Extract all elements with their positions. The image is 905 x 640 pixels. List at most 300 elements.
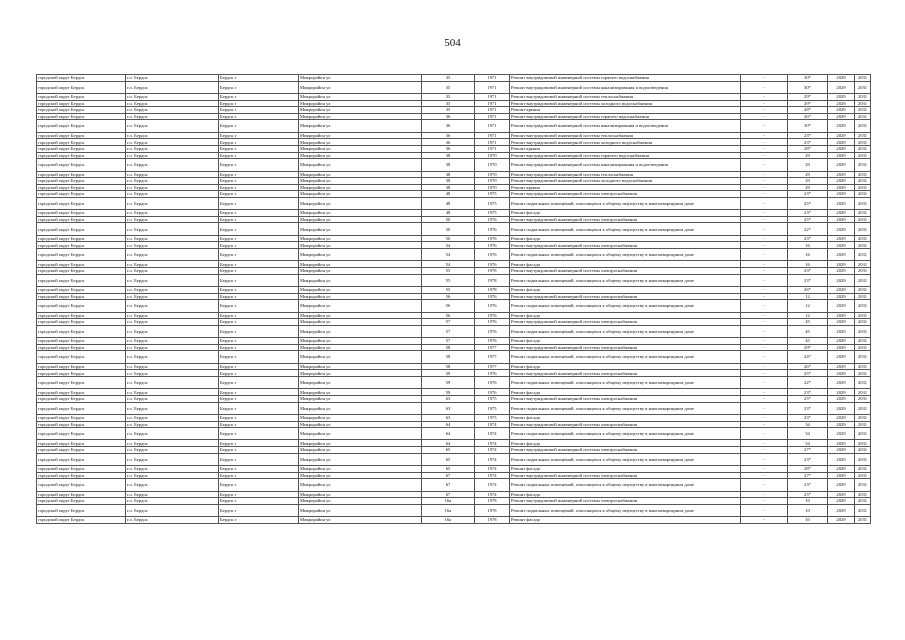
- cell-house-number: 16а: [422, 517, 475, 524]
- cell-city: Бердск г: [219, 120, 299, 132]
- cell-city: Бердск г: [219, 113, 299, 120]
- cell-build-year: 1976: [475, 338, 510, 345]
- cell-street: Микрорайон ул: [299, 421, 422, 428]
- cell-plan-start: 2029: [828, 395, 855, 402]
- cell-work-type: Ремонт внутридомовой инженерной системы горячего водоснабжения: [510, 152, 741, 159]
- cell-plan-end: 2031: [855, 100, 871, 107]
- cell-street: Микрорайон ул: [299, 152, 422, 159]
- cell-plan-end: 2031: [855, 293, 871, 300]
- table-row: [37, 395, 871, 402]
- cell-house-number: 65: [422, 466, 475, 473]
- cell-plan-end: 2031: [855, 376, 871, 388]
- cell-district: г.о. Бердск: [126, 370, 219, 377]
- cell-district: г.о. Бердск: [126, 414, 219, 421]
- cell-work-type: Ремонт подвальных помещений, относящихся к общему имуществу в многоквартирном доме: [510, 504, 741, 516]
- cell-house-number: 57: [422, 319, 475, 326]
- cell-district: г.о. Бердск: [126, 93, 219, 100]
- cell-build-year: 1976: [475, 216, 510, 223]
- cell-district: г.о. Бердск: [126, 152, 219, 159]
- table-row: [37, 402, 871, 414]
- cell-district: г.о. Бердск: [126, 479, 219, 491]
- cell-plan-end: 2031: [855, 184, 871, 191]
- cell-build-year: 1971: [475, 100, 510, 107]
- cell-district: г.о. Бердск: [126, 447, 219, 454]
- cell-year-value: 29: [788, 159, 828, 171]
- cell-municipality: городской округ Бердск: [37, 120, 126, 132]
- cell-build-year: 1976: [475, 223, 510, 235]
- cell-municipality: городской округ Бердск: [37, 191, 126, 198]
- cell-year-value: 29: [788, 152, 828, 159]
- cell-work-type: Ремонт внутридомовой инженерной системы электроснабжения: [510, 344, 741, 351]
- cell-work-type: Ремонт внутридомовой инженерной системы теплоснабжения: [510, 93, 741, 100]
- cell-plan-end: 2031: [855, 197, 871, 209]
- table-row: [37, 338, 871, 345]
- cell-street: Микрорайон ул: [299, 242, 422, 249]
- cell-house-number: 58: [422, 344, 475, 351]
- cell-work-type: Ремонт подвальных помещений, относящихся к общему имуществу в многоквартирном доме: [510, 479, 741, 491]
- cell-work-type: Ремонт внутридомовой инженерной системы электроснабжения: [510, 370, 741, 377]
- cell-street: Микрорайон ул: [299, 159, 422, 171]
- cell-street: Микрорайон ул: [299, 312, 422, 319]
- cell-build-year: 1974: [475, 479, 510, 491]
- cell-year-value: 23*: [788, 268, 828, 275]
- cell-city: Бердск г: [219, 235, 299, 242]
- cell-municipality: городской округ Бердск: [37, 216, 126, 223]
- cell-build-year: 1976: [475, 370, 510, 377]
- cell-plan-start: 2029: [828, 344, 855, 351]
- table-row: [37, 287, 871, 294]
- cell-build-year: 1971: [475, 93, 510, 100]
- table-row: [37, 75, 871, 82]
- cell-municipality: городской округ Бердск: [37, 447, 126, 454]
- cell-plan-start: 2029: [828, 242, 855, 249]
- cell-year-value: 10: [788, 498, 828, 505]
- table-row: [37, 235, 871, 242]
- cell-dash: -: [741, 319, 788, 326]
- cell-build-year: 1976: [475, 319, 510, 326]
- cell-city: Бердск г: [219, 325, 299, 337]
- table-row: [37, 268, 871, 275]
- cell-build-year: 1976: [475, 249, 510, 261]
- cell-plan-end: 2031: [855, 139, 871, 146]
- cell-street: Микрорайон ул: [299, 210, 422, 217]
- cell-build-year: 1971: [475, 107, 510, 114]
- cell-build-year: 1976: [475, 261, 510, 268]
- cell-house-number: 58: [422, 351, 475, 363]
- cell-plan-end: 2031: [855, 107, 871, 114]
- cell-year-value: 45: [788, 319, 828, 326]
- cell-city: Бердск г: [219, 414, 299, 421]
- cell-plan-end: 2031: [855, 120, 871, 132]
- cell-house-number: 64: [422, 428, 475, 440]
- cell-plan-end: 2031: [855, 395, 871, 402]
- cell-street: Микрорайон ул: [299, 75, 422, 82]
- cell-plan-end: 2031: [855, 93, 871, 100]
- cell-district: г.о. Бердск: [126, 517, 219, 524]
- cell-build-year: 1976: [475, 293, 510, 300]
- cell-dash: -: [741, 235, 788, 242]
- cell-street: Микрорайон ул: [299, 402, 422, 414]
- cell-build-year: 1977: [475, 344, 510, 351]
- cell-plan-start: 2029: [828, 171, 855, 178]
- cell-plan-end: 2031: [855, 498, 871, 505]
- cell-house-number: 35: [422, 81, 475, 93]
- cell-work-type: Ремонт внутридомовой инженерной системы теплоснабжения: [510, 171, 741, 178]
- table-row: [37, 376, 871, 388]
- cell-city: Бердск г: [219, 363, 299, 370]
- cell-dash: -: [741, 113, 788, 120]
- cell-build-year: 1974: [475, 472, 510, 479]
- cell-year-value: 23*: [788, 479, 828, 491]
- cell-house-number: 67: [422, 479, 475, 491]
- cell-build-year: 1971: [475, 81, 510, 93]
- cell-dash: -: [741, 504, 788, 516]
- cell-plan-start: 2029: [828, 113, 855, 120]
- cell-dash: -: [741, 479, 788, 491]
- cell-district: г.о. Бердск: [126, 491, 219, 498]
- cell-city: Бердск г: [219, 210, 299, 217]
- cell-dash: -: [741, 440, 788, 447]
- cell-district: г.о. Бердск: [126, 235, 219, 242]
- cell-plan-start: 2029: [828, 466, 855, 473]
- cell-plan-start: 2029: [828, 132, 855, 139]
- cell-municipality: городской округ Бердск: [37, 453, 126, 465]
- cell-street: Микрорайон ул: [299, 319, 422, 326]
- table-row: [37, 152, 871, 159]
- cell-work-type: Ремонт внутридомовой инженерной системы электроснабжения: [510, 472, 741, 479]
- table-row: [37, 300, 871, 312]
- cell-year-value: 29: [788, 171, 828, 178]
- table-row: [37, 107, 871, 114]
- cell-build-year: 1974: [475, 421, 510, 428]
- cell-district: г.о. Бердск: [126, 344, 219, 351]
- cell-build-year: 1976: [475, 300, 510, 312]
- cell-year-value: 16: [788, 242, 828, 249]
- cell-build-year: 1977: [475, 351, 510, 363]
- cell-district: г.о. Бердск: [126, 395, 219, 402]
- cell-dash: -: [741, 223, 788, 235]
- cell-street: Микрорайон ул: [299, 100, 422, 107]
- cell-city: Бердск г: [219, 479, 299, 491]
- cell-dash: -: [741, 178, 788, 185]
- cell-plan-end: 2031: [855, 428, 871, 440]
- cell-plan-start: 2029: [828, 184, 855, 191]
- cell-build-year: 1974: [475, 466, 510, 473]
- cell-dash: -: [741, 100, 788, 107]
- cell-street: Микрорайон ул: [299, 274, 422, 286]
- cell-year-value: 23*: [788, 389, 828, 396]
- table-row: [37, 242, 871, 249]
- cell-dash: -: [741, 376, 788, 388]
- cell-street: Микрорайон ул: [299, 139, 422, 146]
- cell-dash: -: [741, 338, 788, 345]
- cell-year-value: 24*: [788, 351, 828, 363]
- cell-year-value: 10: [788, 517, 828, 524]
- cell-house-number: 64: [422, 440, 475, 447]
- cell-build-year: 1970: [475, 171, 510, 178]
- cell-city: Бердск г: [219, 81, 299, 93]
- cell-plan-start: 2029: [828, 440, 855, 447]
- cell-plan-end: 2031: [855, 491, 871, 498]
- cell-municipality: городской округ Бердск: [37, 159, 126, 171]
- cell-street: Микрорайон ул: [299, 132, 422, 139]
- cell-city: Бердск г: [219, 191, 299, 198]
- cell-city: Бердск г: [219, 498, 299, 505]
- cell-city: Бердск г: [219, 338, 299, 345]
- cell-dash: -: [741, 197, 788, 209]
- table-row: [37, 472, 871, 479]
- cell-year-value: 45: [788, 325, 828, 337]
- cell-street: Микрорайон ул: [299, 178, 422, 185]
- cell-municipality: городской округ Бердск: [37, 319, 126, 326]
- cell-dash: -: [741, 428, 788, 440]
- cell-city: Бердск г: [219, 466, 299, 473]
- table-row: [37, 93, 871, 100]
- cell-street: Микрорайон ул: [299, 498, 422, 505]
- cell-work-type: Ремонт внутридомовой инженерной системы горячего водоснабжения: [510, 113, 741, 120]
- cell-dash: -: [741, 75, 788, 82]
- cell-house-number: 54: [422, 242, 475, 249]
- cell-municipality: городской округ Бердск: [37, 472, 126, 479]
- cell-district: г.о. Бердск: [126, 428, 219, 440]
- cell-street: Микрорайон ул: [299, 440, 422, 447]
- cell-street: Микрорайон ул: [299, 504, 422, 516]
- cell-street: Микрорайон ул: [299, 287, 422, 294]
- cell-city: Бердск г: [219, 249, 299, 261]
- cell-street: Микрорайон ул: [299, 223, 422, 235]
- cell-plan-end: 2031: [855, 171, 871, 178]
- cell-city: Бердск г: [219, 300, 299, 312]
- cell-plan-end: 2031: [855, 389, 871, 396]
- cell-street: Микрорайон ул: [299, 184, 422, 191]
- cell-dash: -: [741, 139, 788, 146]
- cell-city: Бердск г: [219, 184, 299, 191]
- cell-municipality: городской округ Бердск: [37, 395, 126, 402]
- cell-work-type: Ремонт подвальных помещений, относящихся к общему имуществу в многоквартирном доме: [510, 428, 741, 440]
- cell-city: Бердск г: [219, 171, 299, 178]
- cell-house-number: 56: [422, 293, 475, 300]
- cell-work-type: Ремонт внутридомовой инженерной системы электроснабжения: [510, 447, 741, 454]
- cell-dash: -: [741, 414, 788, 421]
- table-row: [37, 517, 871, 524]
- cell-city: Бердск г: [219, 421, 299, 428]
- cell-year-value: 45: [788, 338, 828, 345]
- cell-plan-end: 2031: [855, 370, 871, 377]
- cell-municipality: городской округ Бердск: [37, 287, 126, 294]
- cell-municipality: городской округ Бердск: [37, 440, 126, 447]
- cell-year-value: 29*: [788, 344, 828, 351]
- table-row: [37, 466, 871, 473]
- cell-district: г.о. Бердск: [126, 351, 219, 363]
- cell-year-value: 23*: [788, 453, 828, 465]
- cell-year-value: 34: [788, 421, 828, 428]
- table-row: [37, 223, 871, 235]
- cell-work-type: Ремонт внутридомовой инженерной системы канализирования и водоотведения: [510, 120, 741, 132]
- cell-plan-end: 2031: [855, 402, 871, 414]
- cell-plan-start: 2029: [828, 414, 855, 421]
- cell-municipality: городской округ Бердск: [37, 402, 126, 414]
- cell-dash: -: [741, 145, 788, 152]
- cell-street: Микрорайон ул: [299, 414, 422, 421]
- table-row: [37, 428, 871, 440]
- cell-work-type: Ремонт фасада: [510, 517, 741, 524]
- cell-plan-end: 2031: [855, 447, 871, 454]
- cell-work-type: Ремонт внутридомовой инженерной системы холодного водоснабжения: [510, 100, 741, 107]
- cell-dash: -: [741, 498, 788, 505]
- table-row: [37, 132, 871, 139]
- cell-dash: -: [741, 293, 788, 300]
- cell-dash: -: [741, 242, 788, 249]
- cell-year-value: 29*: [788, 100, 828, 107]
- cell-year-value: 23*: [788, 210, 828, 217]
- cell-plan-start: 2029: [828, 479, 855, 491]
- cell-year-value: 26*: [788, 113, 828, 120]
- cell-plan-end: 2031: [855, 504, 871, 516]
- table-row: [37, 139, 871, 146]
- cell-city: Бердск г: [219, 447, 299, 454]
- cell-year-value: 29: [788, 184, 828, 191]
- cell-house-number: 59: [422, 389, 475, 396]
- cell-house-number: 35: [422, 75, 475, 82]
- table-row: [37, 293, 871, 300]
- cell-year-value: 23*: [788, 139, 828, 146]
- cell-plan-start: 2029: [828, 81, 855, 93]
- table-row: [37, 440, 871, 447]
- cell-year-value: 22*: [788, 376, 828, 388]
- cell-district: г.о. Бердск: [126, 171, 219, 178]
- cell-house-number: 55: [422, 268, 475, 275]
- cell-street: Микрорайон ул: [299, 300, 422, 312]
- cell-street: Микрорайон ул: [299, 93, 422, 100]
- cell-street: Микрорайон ул: [299, 344, 422, 351]
- cell-city: Бердск г: [219, 344, 299, 351]
- cell-municipality: городской округ Бердск: [37, 325, 126, 337]
- cell-plan-end: 2031: [855, 453, 871, 465]
- cell-plan-start: 2029: [828, 152, 855, 159]
- cell-city: Бердск г: [219, 152, 299, 159]
- cell-house-number: 67: [422, 491, 475, 498]
- cell-work-type: Ремонт крыши: [510, 184, 741, 191]
- cell-district: г.о. Бердск: [126, 300, 219, 312]
- cell-build-year: 1978: [475, 274, 510, 286]
- cell-house-number: 50: [422, 235, 475, 242]
- cell-municipality: городской округ Бердск: [37, 261, 126, 268]
- cell-year-value: 12: [788, 312, 828, 319]
- cell-work-type: Ремонт подвальных помещений, относящихся к общему имуществу в многоквартирном доме: [510, 249, 741, 261]
- cell-municipality: городской округ Бердск: [37, 498, 126, 505]
- cell-dash: -: [741, 312, 788, 319]
- cell-dash: -: [741, 363, 788, 370]
- cell-work-type: Ремонт фасада: [510, 440, 741, 447]
- cell-plan-start: 2029: [828, 389, 855, 396]
- cell-dash: -: [741, 210, 788, 217]
- cell-house-number: 48: [422, 210, 475, 217]
- cell-build-year: 1977: [475, 363, 510, 370]
- cell-plan-start: 2029: [828, 453, 855, 465]
- cell-year-value: 27*: [788, 447, 828, 454]
- cell-house-number: 63: [422, 414, 475, 421]
- cell-street: Микрорайон ул: [299, 472, 422, 479]
- cell-year-value: 23*: [788, 235, 828, 242]
- cell-city: Бердск г: [219, 453, 299, 465]
- cell-house-number: 64: [422, 421, 475, 428]
- table-row: [37, 81, 871, 93]
- cell-district: г.о. Бердск: [126, 100, 219, 107]
- cell-street: Микрорайон ул: [299, 261, 422, 268]
- cell-street: Микрорайон ул: [299, 363, 422, 370]
- cell-district: г.о. Бердск: [126, 472, 219, 479]
- cell-work-type: Ремонт подвальных помещений, относящихся к общему имуществу в многоквартирном доме: [510, 197, 741, 209]
- cell-plan-start: 2029: [828, 235, 855, 242]
- table-row: [37, 370, 871, 377]
- cell-city: Бердск г: [219, 293, 299, 300]
- cell-house-number: 38: [422, 171, 475, 178]
- cell-dash: -: [741, 216, 788, 223]
- table-row: [37, 389, 871, 396]
- cell-plan-end: 2031: [855, 261, 871, 268]
- cell-city: Бердск г: [219, 370, 299, 377]
- cell-municipality: городской округ Бердск: [37, 428, 126, 440]
- cell-municipality: городской округ Бердск: [37, 139, 126, 146]
- cell-year-value: 29: [788, 178, 828, 185]
- cell-district: г.о. Бердск: [126, 498, 219, 505]
- cell-municipality: городской округ Бердск: [37, 376, 126, 388]
- cell-municipality: городской округ Бердск: [37, 517, 126, 524]
- cell-district: г.о. Бердск: [126, 197, 219, 209]
- cell-work-type: Ремонт подвальных помещений, относящихся к общему имуществу в многоквартирном доме: [510, 351, 741, 363]
- cell-work-type: Ремонт подвальных помещений, относящихся к общему имуществу в многоквартирном доме: [510, 223, 741, 235]
- cell-year-value: 28*: [788, 466, 828, 473]
- cell-municipality: городской округ Бердск: [37, 363, 126, 370]
- cell-city: Бердск г: [219, 197, 299, 209]
- cell-plan-end: 2031: [855, 249, 871, 261]
- cell-plan-start: 2029: [828, 300, 855, 312]
- cell-plan-start: 2029: [828, 325, 855, 337]
- cell-city: Бердск г: [219, 517, 299, 524]
- cell-year-value: 12: [788, 300, 828, 312]
- cell-plan-end: 2031: [855, 319, 871, 326]
- cell-work-type: Ремонт подвальных помещений, относящихся к общему имуществу в многоквартирном доме: [510, 274, 741, 286]
- page-number: 504: [444, 37, 461, 49]
- table-row: [37, 491, 871, 498]
- cell-plan-start: 2029: [828, 191, 855, 198]
- cell-house-number: 38: [422, 184, 475, 191]
- cell-dash: -: [741, 344, 788, 351]
- cell-district: г.о. Бердск: [126, 389, 219, 396]
- table-row: [37, 120, 871, 132]
- cell-year-value: 23*: [788, 191, 828, 198]
- cell-dash: -: [741, 159, 788, 171]
- cell-house-number: 35: [422, 107, 475, 114]
- cell-city: Бердск г: [219, 132, 299, 139]
- cell-plan-start: 2029: [828, 517, 855, 524]
- cell-municipality: городской округ Бердск: [37, 312, 126, 319]
- cell-work-type: Ремонт внутридомовой инженерной системы электроснабжения: [510, 242, 741, 249]
- cell-year-value: 23*: [788, 402, 828, 414]
- cell-plan-start: 2029: [828, 107, 855, 114]
- cell-district: г.о. Бердск: [126, 312, 219, 319]
- cell-municipality: городской округ Бердск: [37, 491, 126, 498]
- cell-house-number: 35: [422, 100, 475, 107]
- cell-city: Бердск г: [219, 312, 299, 319]
- cell-build-year: 1976: [475, 242, 510, 249]
- cell-house-number: 56: [422, 312, 475, 319]
- cell-plan-end: 2031: [855, 351, 871, 363]
- cell-year-value: 26*: [788, 363, 828, 370]
- cell-district: г.о. Бердск: [126, 107, 219, 114]
- cell-street: Микрорайон ул: [299, 145, 422, 152]
- cell-build-year: 1974: [475, 428, 510, 440]
